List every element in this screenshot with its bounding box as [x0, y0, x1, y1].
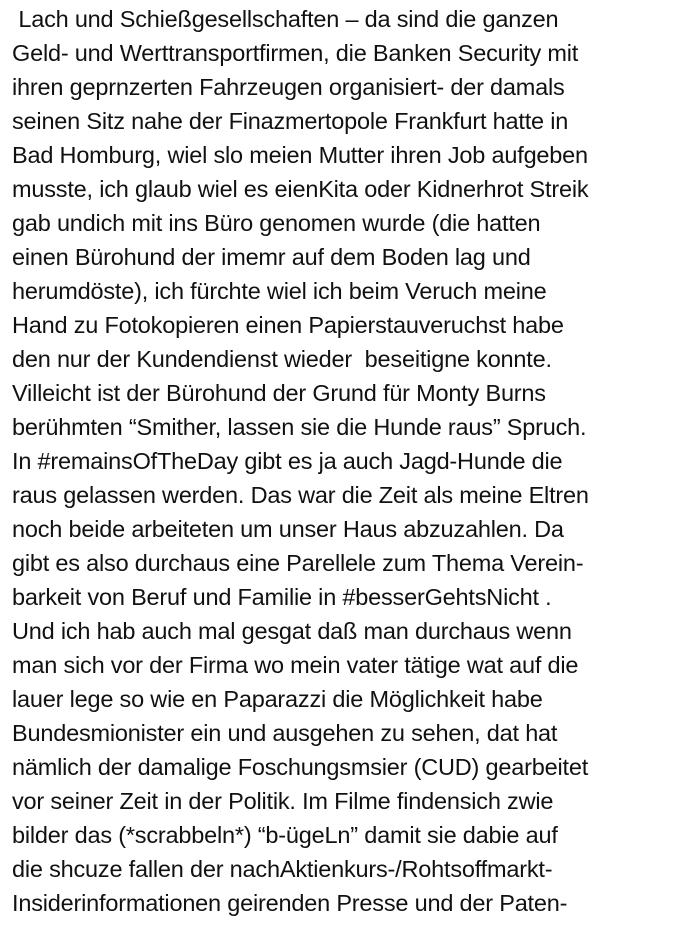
text-line: die shcuze fallen der nachAktienkurs-/Rohtsoffmarkt- — [12, 856, 553, 882]
text-line: ihren geprnzerten Fahrzeugen organisiert- der damals — [12, 74, 565, 100]
text-line: seinen Sitz nahe der Finazmertopole Frankfurt hatte in — [12, 108, 569, 134]
text-line: In #remainsOfTheDay gibt es ja auch Jagd-Hunde die — [12, 448, 563, 474]
text-line: lauer lege so wie en Paparazzi die Möglichkeit habe — [12, 686, 543, 712]
text-line: Bundesmionister ein und ausgehen zu sehen, dat hat — [12, 720, 558, 746]
text-line: vor seiner Zeit in der Politik. Im Filme findensich zwie — [12, 788, 554, 814]
text-line: gibt es also durchaus eine Parellele zum Thema Verein- — [12, 550, 584, 576]
document-text — [12, 2, 684, 920]
text-line: Und ich hab auch mal gesgat daß man durchaus wenn — [12, 618, 572, 644]
text-line: Hand zu Fotokopieren einen Papierstauveruchst habe — [12, 312, 564, 338]
text-line: man sich vor der Firma wo mein vater tätige wat auf die — [12, 652, 579, 678]
text-line: barkeit von Beruf und Familie in #besserGehtsNicht . — [12, 584, 552, 610]
text-line: herumdöste), ich fürchte wiel ich beim Veruch meine — [12, 278, 547, 304]
text-line: musste, ich glaub wiel es eienKita oder Kidnerhrot Streik — [12, 176, 589, 202]
text-line: gab undich mit ins Büro genomen wurde (die hatten — [12, 210, 541, 236]
text-line: Lach und Schießgesellschaften – da sind die ganzen — [12, 6, 559, 32]
text-line: bilder das (*scrabbeln*) “b-ügeLn” damit sie dabie auf — [12, 822, 558, 848]
text-line: einen Bürohund der imemr auf dem Boden lag und — [12, 244, 531, 270]
text-line: den nur der Kundendienst wieder beseitigne konnte. — [12, 346, 552, 372]
text-line: Villeicht ist der Bürohund der Grund für Monty Burns — [12, 380, 546, 406]
text-line: Geld- und Werttransportfirmen, die Banken Security mit — [12, 40, 579, 66]
text-line: Insiderinformationen geirenden Presse und der Paten- — [12, 890, 568, 916]
text-line: noch beide arbeiteten um unser Haus abzuzahlen. Da — [12, 516, 564, 542]
text-line: berühmten “Smither, lassen sie die Hunde raus” Spruch. — [12, 414, 587, 440]
text-line: Bad Homburg, wiel slo meien Mutter ihren Job aufgeben — [12, 142, 588, 168]
text-line: raus gelassen werden. Das war die Zeit als meine Eltren — [12, 482, 589, 508]
text-line: nämlich der damalige Foschungsmsier (CUD) gearbeitet — [12, 754, 589, 780]
